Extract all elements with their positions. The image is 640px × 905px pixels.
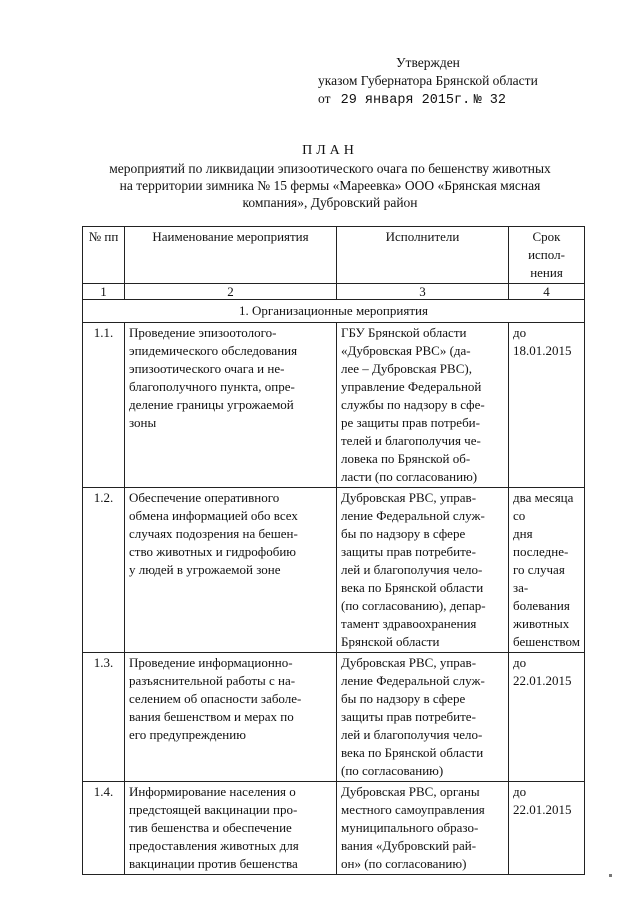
column-index: 2 — [125, 284, 337, 300]
row-term: до 18.01.2015 — [509, 323, 585, 488]
row-number: 1.3. — [83, 653, 125, 782]
row-executors: Дубровская РВС, управ- ление Федеральной служ- бы по надзору в сфере защиты прав потребите- лей и благополучия чело- века по Брянской области (по согласованию), депар- тамент здравоохранения Брянской области — [337, 488, 509, 653]
row-term: до 22.01.2015 — [509, 653, 585, 782]
header-row — [83, 227, 585, 284]
section-title: 1. Организационные мероприятия — [83, 300, 585, 323]
table-row — [83, 782, 585, 875]
row-activity: Проведение эпизоотолого- эпидемического обследования эпизоотического очага и не- благополучного пункта, опре- деление границы угрожаемой зоны — [125, 323, 337, 488]
approval-date-prefix: от — [318, 91, 331, 106]
title-line-2: на территории зимника № 15 фермы «Мареевка» ООО «Брянская мясная — [119, 178, 541, 193]
row-activity: Информирование населения о предстоящей вакцинации про- тив бешенства и обеспечение предоставления животных для вакцинации против бешенства — [125, 782, 337, 875]
approval-date: 29 января 2015г. — [340, 93, 471, 108]
header-term: Срок испол- нения — [509, 227, 585, 284]
approval-title: Утвержден — [396, 55, 460, 70]
approval-number: № 32 — [473, 93, 507, 108]
row-executors: Дубровская РВС, управ- ление Федеральной служ- бы по надзору в сфере защиты прав потребите- лей и благополучия чело- века по Брянской области (по согласованию) — [337, 653, 509, 782]
header-num: № пп — [83, 227, 125, 284]
column-index: 4 — [509, 284, 585, 300]
approval-decree: указом Губернатора Брянской области — [318, 73, 538, 88]
column-index: 1 — [83, 284, 125, 300]
header-name: Наименование мероприятия — [125, 227, 337, 284]
approval-date-line — [318, 90, 538, 110]
row-number: 1.1. — [83, 323, 125, 488]
row-number: 1.2. — [83, 488, 125, 653]
row-executors: ГБУ Брянской области «Дубровская РВС» (да- лее – Дубровская РВС), управление Федеральной службы по надзору в сфе- ре защиты прав потреби- телей и благополучия че- ловека по Брянской об- ласти (по согласованию) — [337, 323, 509, 488]
row-activity: Обеспечение оперативного обмена информацией обо всех случаях подозрения на бешен- ство животных и гидрофобию у людей в угрожаемой зоне — [125, 488, 337, 653]
row-number: 1.4. — [83, 782, 125, 875]
column-index-row — [83, 284, 585, 300]
row-activity: Проведение информационно- разъяснительной работы с на- селением об опасности заболе- вания бешенством и мерах по его предупреждению — [125, 653, 337, 782]
row-term: два месяца со дня последне- го случая за- болевания животных бешенством — [509, 488, 585, 653]
row-executors: Дубровская РВС, органы местного самоуправления муниципального образо- вания «Дубровский рай- он» (по согласованию) — [337, 782, 509, 875]
header-executors: Исполнители — [337, 227, 509, 284]
approval-block — [318, 54, 538, 110]
title-line-3: компания», Дубровский район — [242, 195, 418, 210]
section-row — [83, 300, 585, 323]
table-row — [83, 488, 585, 653]
row-term: до 22.01.2015 — [509, 782, 585, 875]
table-row — [83, 653, 585, 782]
title-line-1: мероприятий по ликвидации эпизоотического очага по бешенству животных — [109, 161, 551, 176]
column-index: 3 — [337, 284, 509, 300]
scan-dot — [609, 874, 612, 877]
plan-table — [82, 226, 585, 875]
table-row — [83, 323, 585, 488]
document-title — [80, 142, 580, 211]
plan-heading: ПЛАН — [302, 143, 358, 158]
